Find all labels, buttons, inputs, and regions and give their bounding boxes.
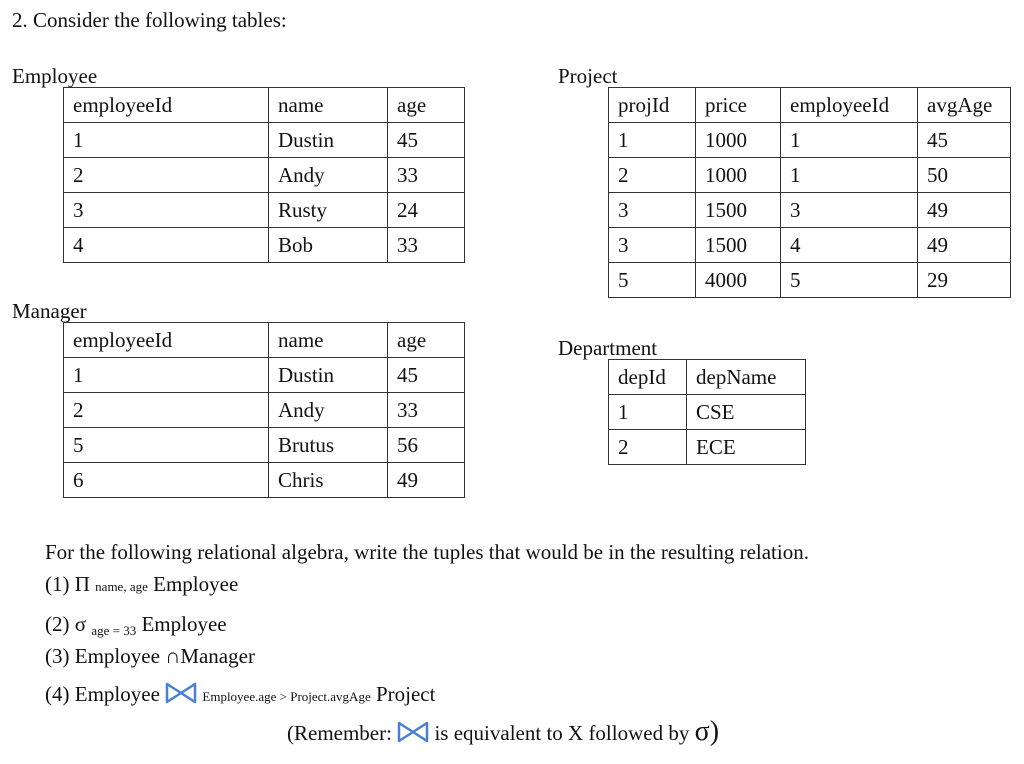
table-header-cell: employeeId	[64, 88, 269, 123]
instructions-text: For the following relational algebra, write the tuples that would be in the resulting relation.	[45, 540, 809, 564]
table-cell: 2	[64, 158, 269, 193]
table-cell: 3	[609, 193, 696, 228]
question-1	[45, 572, 238, 597]
q4-right-relation: Project	[375, 682, 436, 706]
table-cell: 49	[388, 463, 465, 498]
table-cell: Andy	[269, 158, 388, 193]
join-bowtie-icon	[397, 721, 429, 743]
q4-number: (4)	[45, 682, 70, 706]
manager-table	[63, 322, 465, 498]
manager-table-body	[64, 323, 465, 498]
table-cell: 24	[388, 193, 465, 228]
table-row	[64, 193, 465, 228]
table-row	[609, 430, 806, 465]
table-cell: 56	[388, 428, 465, 463]
manager-table-title: Manager	[12, 299, 87, 323]
table-header-cell: projId	[609, 88, 696, 123]
table-cell: 1	[781, 123, 918, 158]
table-cell: 1	[781, 158, 918, 193]
table-cell: 1	[609, 395, 687, 430]
table-row	[64, 428, 465, 463]
table-row	[609, 228, 1011, 263]
q2-selection-symbol: σ	[74, 612, 87, 636]
table-header-cell: depName	[687, 360, 806, 395]
table-cell: 33	[388, 228, 465, 263]
table-cell: 2	[609, 158, 696, 193]
table-cell: 49	[918, 228, 1011, 263]
table-header-row	[609, 360, 806, 395]
table-row	[64, 158, 465, 193]
table-cell: 1500	[696, 228, 781, 263]
project-table-body	[609, 88, 1011, 298]
question-4	[45, 682, 435, 707]
table-row	[609, 193, 1011, 228]
table-cell: 33	[388, 393, 465, 428]
table-row	[609, 158, 1011, 193]
join-bowtie-icon	[165, 682, 197, 704]
table-cell: 50	[918, 158, 1011, 193]
remember-note	[287, 716, 719, 748]
table-cell: 5	[64, 428, 269, 463]
q3-intersection-symbol: ∩	[165, 644, 181, 668]
q2-subscript: age = 33	[91, 623, 137, 638]
q2-relation: Employee	[141, 612, 227, 636]
table-cell: 2	[64, 393, 269, 428]
table-cell: 2	[609, 430, 687, 465]
remember-open: (Remember:	[287, 721, 392, 745]
q1-projection-symbol: Π	[74, 572, 90, 596]
q4-join-condition: Employee.age > Project.avgAge	[202, 689, 371, 704]
table-row	[64, 228, 465, 263]
table-cell: ECE	[687, 430, 806, 465]
table-cell: 33	[388, 158, 465, 193]
project-table-title: Project	[558, 64, 618, 88]
table-cell: 5	[609, 263, 696, 298]
table-header-cell: employeeId	[781, 88, 918, 123]
table-row	[64, 463, 465, 498]
table-cell: 6	[64, 463, 269, 498]
table-header-row	[64, 88, 465, 123]
table-cell: 49	[918, 193, 1011, 228]
table-row	[64, 123, 465, 158]
table-row	[609, 395, 806, 430]
table-cell: 1000	[696, 158, 781, 193]
table-cell: Brutus	[269, 428, 388, 463]
table-header-cell: price	[696, 88, 781, 123]
table-cell: CSE	[687, 395, 806, 430]
table-cell: Dustin	[269, 123, 388, 158]
table-cell: 29	[918, 263, 1011, 298]
q4-left-relation: Employee	[74, 682, 160, 706]
table-cell: 3	[781, 193, 918, 228]
question-3	[45, 644, 255, 669]
table-cell: Andy	[269, 393, 388, 428]
employee-table-body	[64, 88, 465, 263]
table-cell: 1	[609, 123, 696, 158]
table-cell: 5	[781, 263, 918, 298]
table-header-cell: age	[388, 88, 465, 123]
table-cell: 45	[388, 123, 465, 158]
table-cell: Chris	[269, 463, 388, 498]
project-table	[608, 87, 1011, 298]
table-row	[64, 358, 465, 393]
table-header-cell: avgAge	[918, 88, 1011, 123]
q2-number: (2)	[45, 612, 70, 636]
table-header-cell: depId	[609, 360, 687, 395]
department-table	[608, 359, 806, 465]
table-cell: 4	[781, 228, 918, 263]
table-cell: Rusty	[269, 193, 388, 228]
table-cell: 1500	[696, 193, 781, 228]
table-cell: 4	[64, 228, 269, 263]
table-row	[64, 393, 465, 428]
table-header-row	[609, 88, 1011, 123]
table-cell: Bob	[269, 228, 388, 263]
table-header-row	[64, 323, 465, 358]
table-cell: 1000	[696, 123, 781, 158]
table-row	[609, 123, 1011, 158]
table-header-cell: employeeId	[64, 323, 269, 358]
q1-relation: Employee	[153, 572, 239, 596]
table-cell: 3	[609, 228, 696, 263]
remember-text: is equivalent to X followed by	[434, 721, 690, 745]
question-heading: 2. Consider the following tables:	[12, 8, 287, 32]
table-row	[609, 263, 1011, 298]
table-header-cell: name	[269, 323, 388, 358]
q1-number: (1)	[45, 572, 70, 596]
employee-table-title: Employee	[12, 64, 98, 88]
remember-close: )	[709, 716, 720, 747]
department-table-body	[609, 360, 806, 465]
employee-table	[63, 87, 465, 263]
remember-sigma: σ	[694, 716, 710, 747]
table-cell: 4000	[696, 263, 781, 298]
q3-right-relation: Manager	[180, 644, 255, 668]
table-header-cell: age	[388, 323, 465, 358]
table-cell: Dustin	[269, 358, 388, 393]
question-2	[45, 612, 227, 639]
table-cell: 45	[918, 123, 1011, 158]
q3-number: (3)	[45, 644, 70, 668]
table-header-cell: name	[269, 88, 388, 123]
department-table-title: Department	[558, 336, 658, 360]
table-cell: 1	[64, 123, 269, 158]
q1-subscript: name, age	[95, 579, 148, 594]
table-cell: 45	[388, 358, 465, 393]
q3-left-relation: Employee	[74, 644, 160, 668]
table-cell: 3	[64, 193, 269, 228]
table-cell: 1	[64, 358, 269, 393]
